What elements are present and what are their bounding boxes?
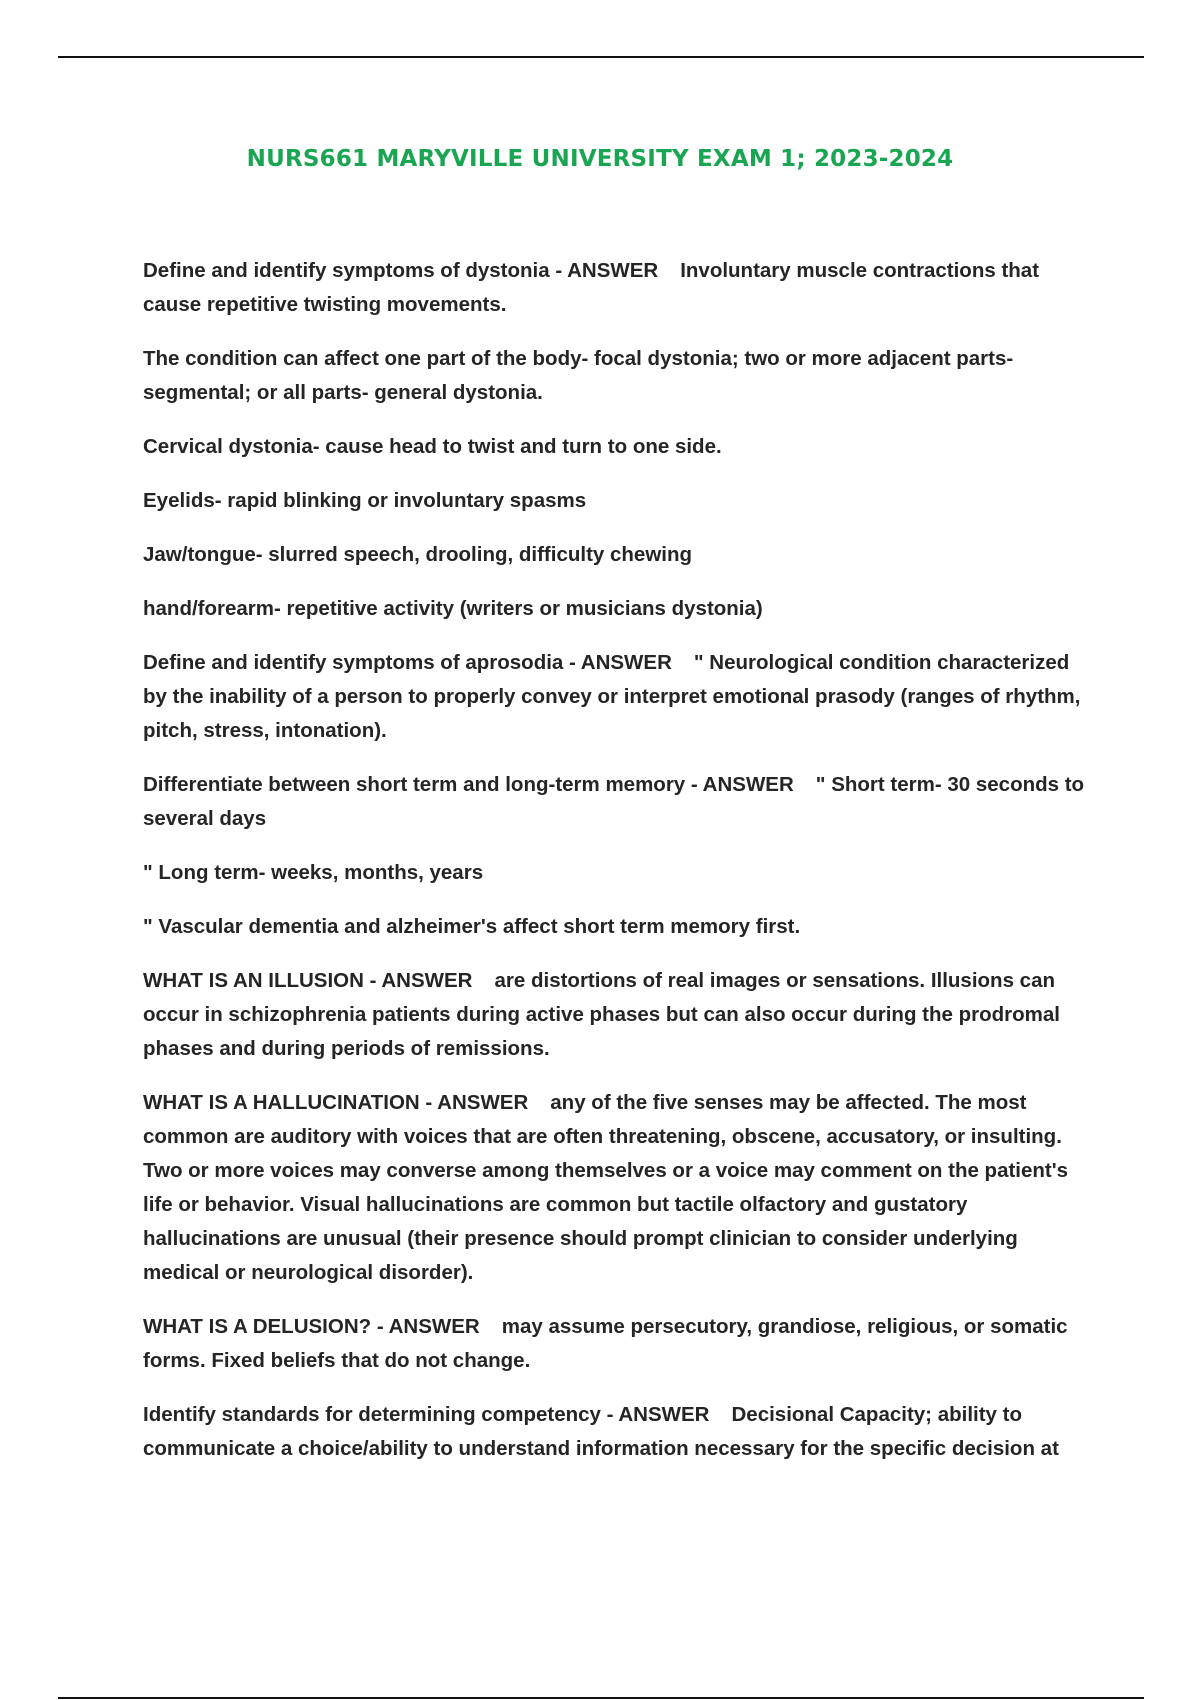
answer-text: may assume persecutory, grandiose, religious, or somatic forms. Fixed beliefs that do not change. — [143, 1315, 1068, 1372]
answer-text: are distortions of real images or sensations. Illusions can occur in schizophrenia patients during active phases but can also occur during the prodromal phases and during periods of remissions. — [143, 969, 1060, 1060]
paragraph-illusion — [143, 964, 1091, 1066]
paragraph-memory — [143, 768, 1091, 836]
question-text: WHAT IS AN ILLUSION - ANSWER — [143, 969, 473, 992]
answer-text: " Short term- 30 seconds to several days — [143, 773, 1085, 830]
paragraph-competency — [143, 1398, 1091, 1466]
paragraph-aprosodia — [143, 646, 1091, 748]
answer-text: Involuntary muscle contractions that cause repetitive twisting movements. — [143, 259, 1040, 316]
paragraph-jaw-tongue: Jaw/tongue- slurred speech, drooling, difficulty chewing — [143, 543, 693, 566]
question-text: Identify standards for determining competency - ANSWER — [143, 1403, 710, 1426]
paragraph-vascular-dementia: " Vascular dementia and alzheimer's affect short term memory first. — [143, 915, 801, 938]
document-body — [143, 254, 1091, 1486]
answer-text: Decisional Capacity; ability to communicate a choice/ability to understand information necessary for the specific decision at — [143, 1403, 1059, 1460]
paragraph-dystonia-types: The condition can affect one part of the body- focal dystonia; two or more adjacent parts- segmental; or all parts- general dystonia. — [143, 347, 1014, 404]
paragraph-cervical-dystonia: Cervical dystonia- cause head to twist and turn to one side. — [143, 435, 722, 458]
question-text: WHAT IS A HALLUCINATION - ANSWER — [143, 1091, 529, 1114]
bottom-rule — [58, 1697, 1144, 1699]
paragraph-long-term: " Long term- weeks, months, years — [143, 861, 484, 884]
paragraph-dystonia-definition — [143, 254, 1091, 322]
question-text: Define and identify symptoms of aprosodia - ANSWER — [143, 651, 672, 674]
question-text: Define and identify symptoms of dystonia - ANSWER — [143, 259, 659, 282]
question-text: Differentiate between short term and long-term memory - ANSWER — [143, 773, 794, 796]
paragraph-delusion — [143, 1310, 1091, 1378]
paragraph-eyelids: Eyelids- rapid blinking or involuntary spasms — [143, 489, 587, 512]
paragraph-hand-forearm: hand/forearm- repetitive activity (writers or musicians dystonia) — [143, 597, 763, 620]
paragraph-hallucination — [143, 1086, 1091, 1290]
answer-text: any of the five senses may be affected. The most common are auditory with voices that are often threatening, obscene, accusatory, or insulting. Two or more voices may converse among themselves or a voice may comment on the patient's life or behavior. Visual hallucinations are common but tactile olfactory and gustatory hallucinations are unusual (their presence should prompt clinician to consider underlying medical or neurological disorder). — [143, 1091, 1069, 1284]
document-title: NURS661 MARYVILLE UNIVERSITY EXAM 1; 2023-2024 — [246, 146, 954, 172]
top-rule — [58, 56, 1144, 58]
question-text: WHAT IS A DELUSION? - ANSWER — [143, 1315, 480, 1338]
answer-text: " Neurological condition characterized by the inability of a person to properly convey or interpret emotional prasody (ranges of rhythm, pitch, stress, intonation). — [143, 651, 1081, 742]
